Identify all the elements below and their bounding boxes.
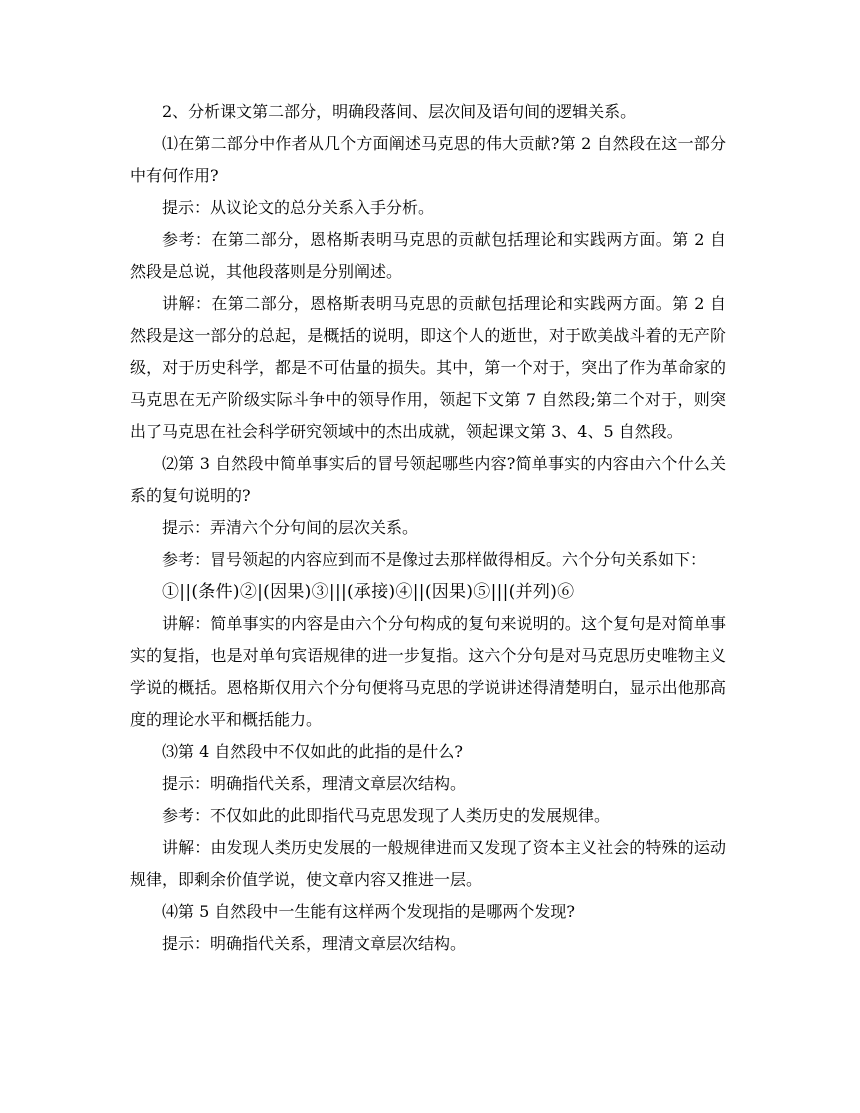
hint-4: 提示：明确指代关系，理清文章层次结构。 bbox=[162, 934, 467, 953]
hint-3: 提示：明确指代关系，理清文章层次结构。 bbox=[162, 774, 467, 793]
reference-2: 参考：冒号领起的内容应到而不是像过去那样做得相反。六个分句关系如下： bbox=[162, 550, 707, 569]
clause-relation-chain: ①||(条件)②|(因果)③|||(承接)④||(因果)⑤|||(并列)⑥ bbox=[162, 582, 575, 602]
explanation-2: 讲解：简单事实的内容是由六个分句构成的复句来说明的。这个复句是对简单事实的复指，也是对单句宾语规律的进一步复指。这六个分句是对马克思历史唯物主义学说的概括。恩格斯仅用六个分句便将马克思的学说讲述得清楚明白，显示出他那高度的理论水平和概括能力。 bbox=[130, 614, 726, 729]
explanation-1: 讲解：在第二部分，恩格斯表明马克思的贡献包括理论和实践两方面。第 2 自然段是这一部分的总起，是概括的说明，即这个人的逝世，对于欧美战斗着的无产阶级，对于历史科学，都是不可估量的损失。其中，第一个对于，突出了作为革命家的马克思在无产阶级实际斗争中的领导作用，领起下文第 7 自然段;第二个对于，则突出了马克思在社会科学研究领域中的杰出成就，领起课文第 3、4、5 自然段。 bbox=[130, 294, 726, 441]
question-1: ⑴在第二部分中作者从几个方面阐述马克思的伟大贡献?第 2 自然段在这一部分中有何作用? bbox=[130, 134, 726, 185]
hint-1: 提示：从议论文的总分关系入手分析。 bbox=[162, 198, 435, 217]
section-heading: 2、分析课文第二部分，明确段落间、层次间及语句间的逻辑关系。 bbox=[162, 102, 637, 121]
explanation-3: 讲解：由发现人类历史发展的一般规律进而又发现了资本主义社会的特殊的运动规律，即剩余价值学说，使文章内容又推进一层。 bbox=[130, 838, 726, 889]
hint-2: 提示：弄清六个分句间的层次关系。 bbox=[162, 518, 419, 537]
question-4: ⑷第 5 自然段中一生能有这样两个发现指的是哪两个发现? bbox=[162, 902, 575, 921]
reference-1: 参考：在第二部分，恩格斯表明马克思的贡献包括理论和实践两方面。第 2 自然段是总说，其他段落则是分别阐述。 bbox=[130, 230, 726, 281]
question-3: ⑶第 4 自然段中不仅如此的此指的是什么? bbox=[162, 742, 463, 761]
question-2: ⑵第 3 自然段中简单事实后的冒号领起哪些内容?简单事实的内容由六个什么关系的复句说明的? bbox=[130, 454, 726, 505]
document-body bbox=[130, 96, 726, 960]
reference-3: 参考：不仅如此的此即指代马克思发现了人类历史的发展规律。 bbox=[162, 806, 611, 825]
